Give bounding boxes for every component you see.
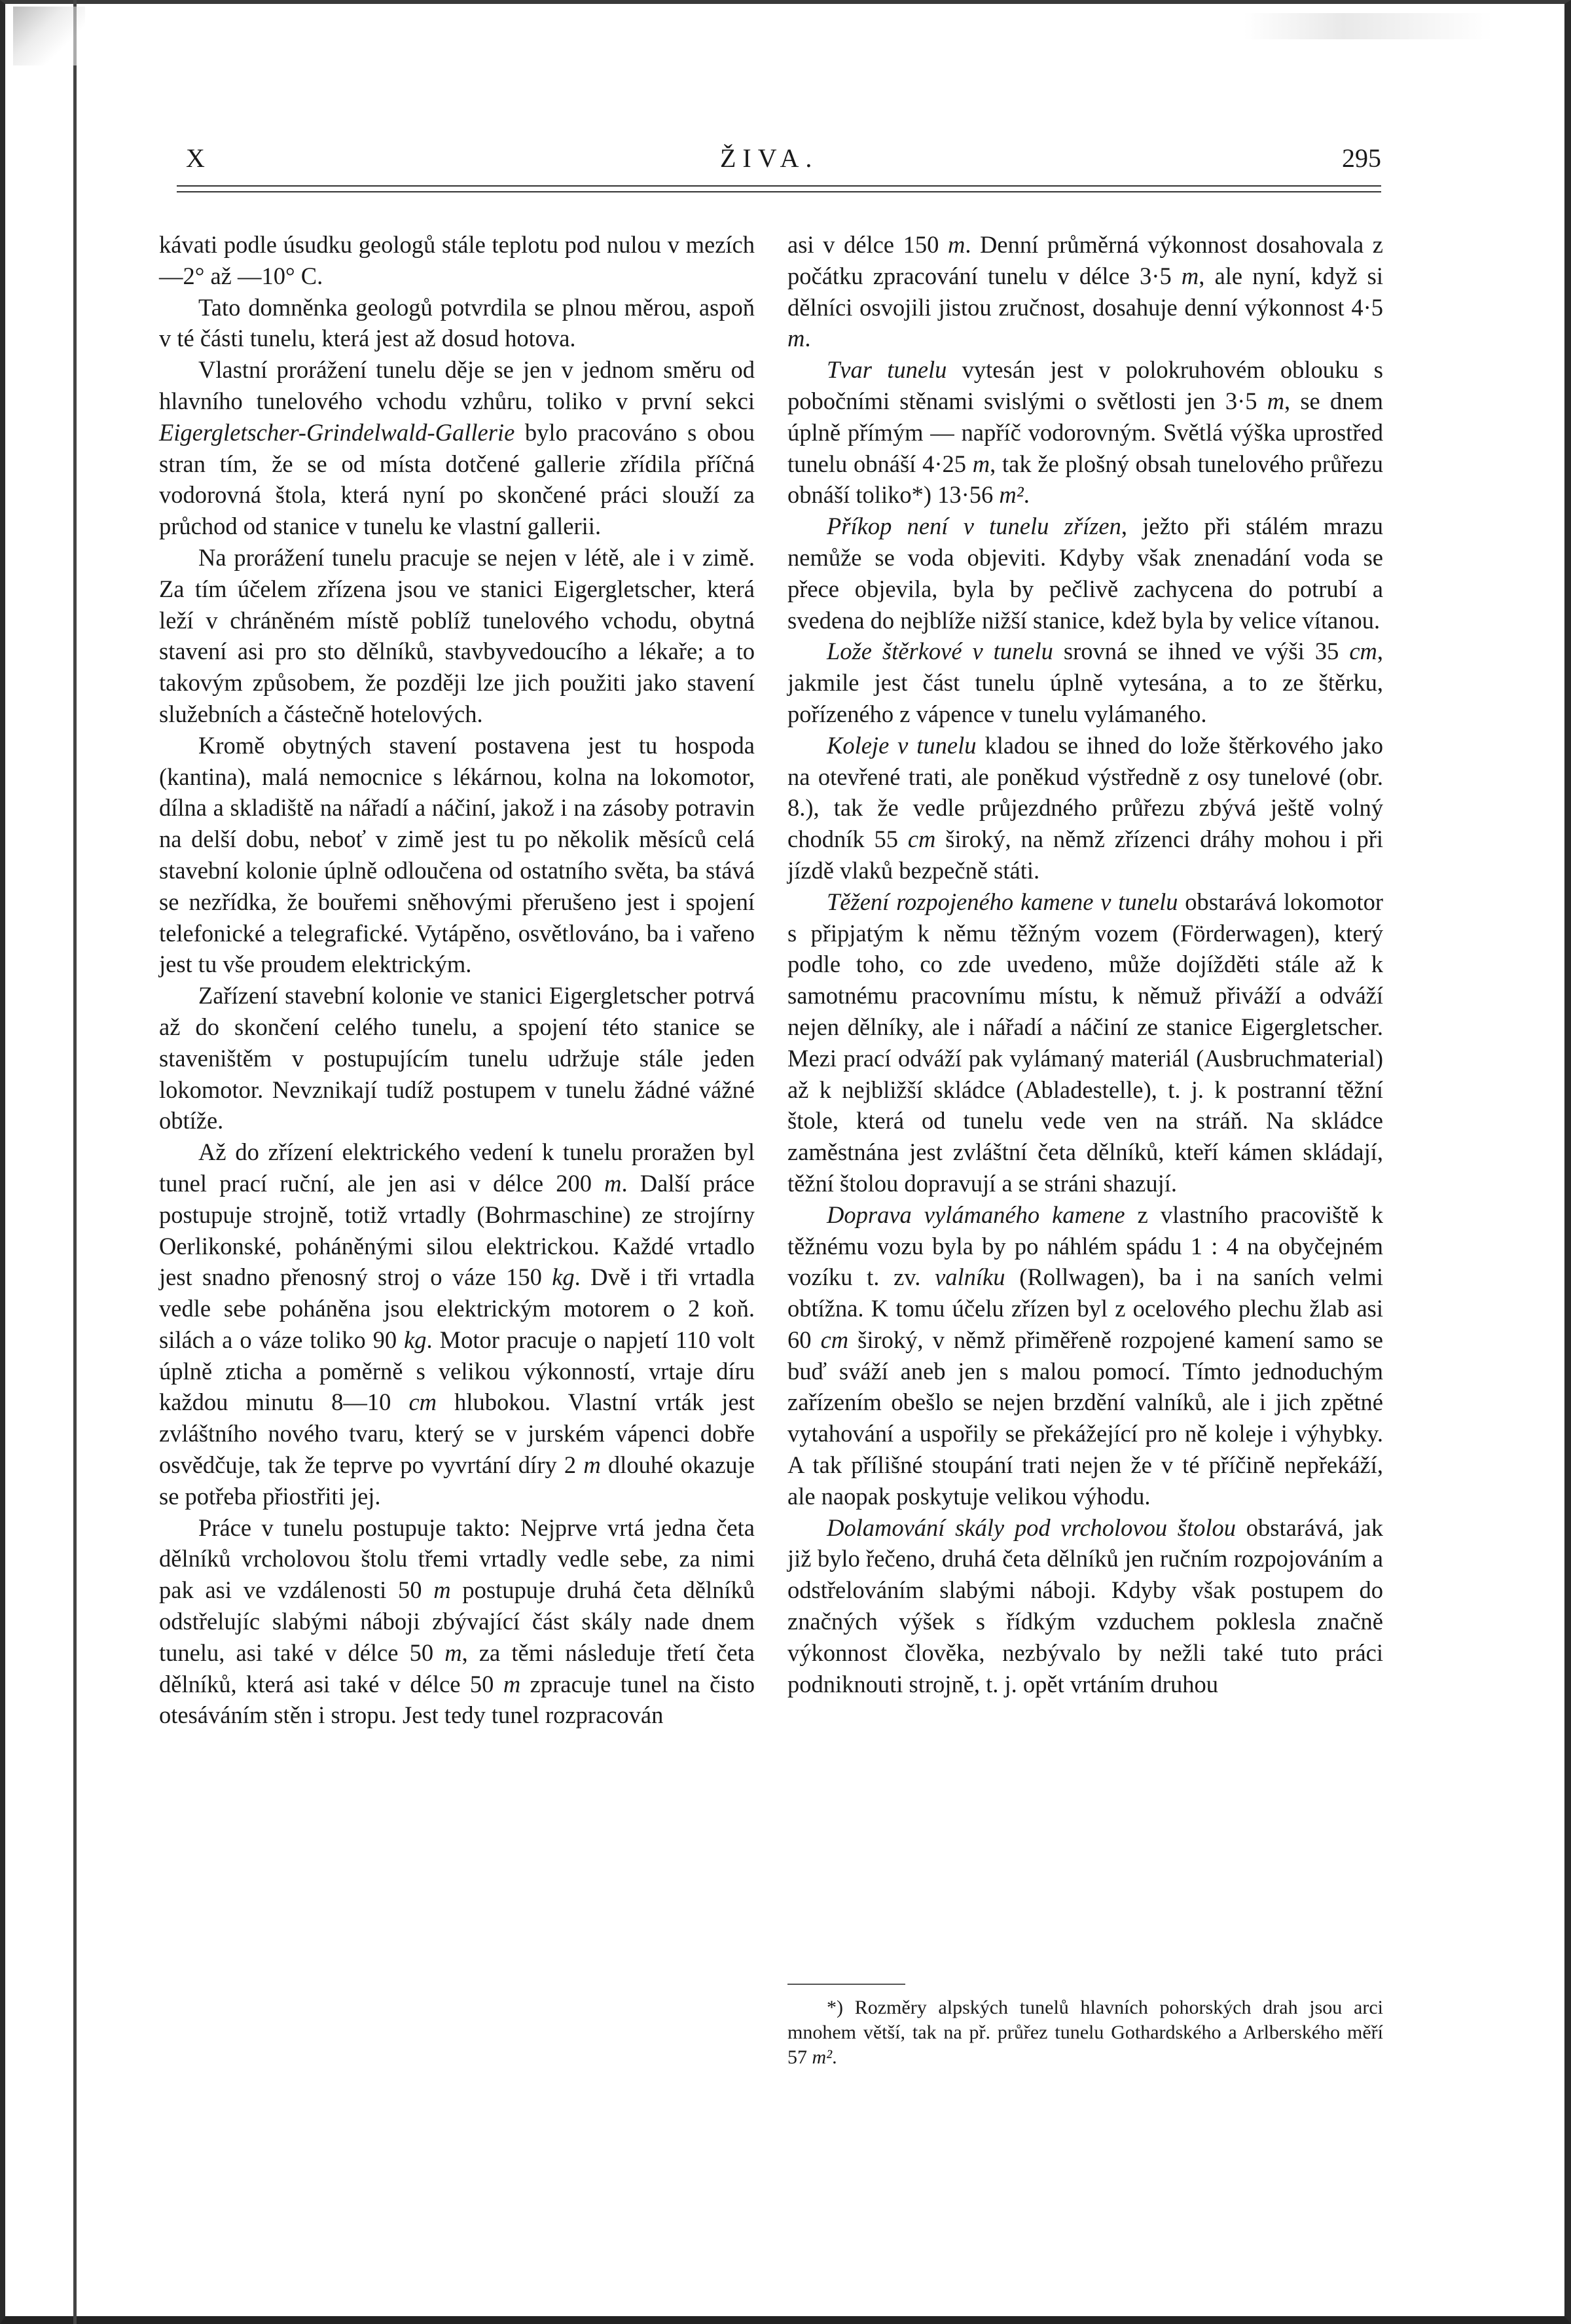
scan-corner-smudge bbox=[13, 7, 85, 65]
text-run: široký, v němž přiměřeně rozpojené kamení samo se buď sváží aneb jen s malou pomocí. Tímto jednoduchým zařízením obešlo se nejen brzdění valníků, ale i jich zpětné vytahování a uspořily se překážející pro ně koleje i výhybky. A tak přílišné stoupání trati nejen že v té příčině nepřekáží, ale naopak poskytuje velikou výhodu. bbox=[787, 1326, 1384, 1510]
running-header bbox=[177, 143, 1381, 182]
italic-text: Lože štěrkové v tunelu bbox=[827, 638, 1053, 665]
text-run: . Další práce postupuje strojně, totiž vrtadly (Bohrmaschine) ze strojírny Oerlikonské, poháněnými silou elektrickou. Každé vrtadlo jest snadno přenosný stroj o váze 150 bbox=[159, 1169, 755, 1291]
italic-text: Dolamování skály pod vrcholovou štolou bbox=[827, 1514, 1237, 1541]
text-run: obstarává, jak již bylo řečeno, druhá četa dělníků jen ručním rozpojováním a odstřelováním slabými náboji. Kdyby však postupem do značných výšek s řídkým vzduchem poklesla značně výkonnost člověka, nezbývalo by nežli také tuto práci podniknouti strojně, t. j. opět vrtáním druhou bbox=[787, 1514, 1383, 1698]
italic-text: m bbox=[1181, 262, 1199, 289]
text-run: . Motor pracuje o napjetí 110 volt úplně zticha a poměrně s velikou výkonností, vrtaje díru každou minutu 8—10 bbox=[159, 1326, 755, 1416]
text-run: (Rollwagen), ba i na saních velmi obtížna. K tomu účelu zřízen byl z ocelového plechu žlab asi 60 bbox=[787, 1263, 1384, 1353]
paragraph bbox=[159, 542, 755, 730]
italic-text: m² bbox=[999, 481, 1024, 509]
paragraph bbox=[159, 354, 755, 542]
paragraph bbox=[159, 292, 755, 355]
text-run: *) Rozměry alpských tunelů hlavních pohorských drah jsou arci mnohem větší, tak na př. průřez tunelu Gothardského a Arlberského měří 57 bbox=[787, 1997, 1383, 2068]
italic-text: m bbox=[444, 1639, 462, 1666]
italic-text: valníku bbox=[935, 1263, 1005, 1291]
italic-text: cm bbox=[1349, 638, 1377, 665]
text-run: , ježto při stálém mrazu nemůže se voda objeviti. Kdyby však znenadání voda se přece objevila, byla by pečlivě zachycena do potrubí a svedena do nejblíže nižší stanice, kdež byla by velice vítanou. bbox=[787, 513, 1383, 634]
right-column bbox=[787, 229, 1383, 1699]
scan-top-smudge bbox=[1244, 13, 1492, 39]
italic-text: Těžení rozpojeného kamene v tunelu bbox=[827, 888, 1178, 915]
paragraph bbox=[159, 980, 755, 1136]
italic-text: cm bbox=[820, 1326, 849, 1353]
volume-number: X bbox=[186, 143, 205, 173]
italic-text: Tvar tunelu bbox=[827, 356, 947, 384]
italic-text: m bbox=[972, 450, 990, 477]
text-run: . bbox=[804, 325, 811, 352]
text-run: Až do zřízení elektrického vedení k tunelu proražen byl tunel prací ruční, ale jen asi v délce 200 bbox=[159, 1138, 755, 1197]
text-run: Vlastní prorážení tunelu děje se jen v jednom směru od hlavního tunelového vchodu vzhůru, toliko v první sekci bbox=[159, 356, 755, 414]
footnote bbox=[787, 1995, 1383, 2070]
text-run: . Dvě i tři vrtadla vedle sebe poháněna jsou elektrickým motorem o 2 koň. silách a o váze toliko 90 bbox=[159, 1263, 755, 1353]
text-run: Zařízení stavební kolonie ve stanici Eigergletscher potrvá až do skončení celého tunelu, a spojení této stanice se staveništěm v postupujícím tunelu udržuje stále jeden lokomotor. Nevznikají tudíž postupem v tunelu žádné vážné obtíže. bbox=[159, 982, 755, 1135]
header-rule bbox=[177, 185, 1381, 192]
paragraph bbox=[787, 730, 1383, 886]
text-run: vytesán jest v polokruhovém oblouku s pobočními stěnami svislými o světlosti jen 3·5 bbox=[787, 356, 1383, 414]
italic-text: m bbox=[604, 1169, 622, 1197]
italic-text: m bbox=[583, 1451, 601, 1479]
text-run: bylo pracováno s obou stran tím, že se od místa dotčené gallerie zřídila příčná vodorovná štola, která nyní po skončené práci slouží za průchod od stanice v tunelu ke vlastní gallerii. bbox=[159, 418, 755, 540]
text-run: srovná se ihned ve výši 35 bbox=[1053, 638, 1350, 665]
paragraph bbox=[787, 886, 1383, 1199]
italic-text: kg bbox=[552, 1263, 575, 1291]
paragraph bbox=[159, 229, 755, 292]
journal-title: ŽIVA. bbox=[720, 143, 819, 173]
paragraph bbox=[159, 1512, 755, 1732]
text-run: . bbox=[1023, 481, 1030, 509]
paragraph bbox=[787, 1512, 1383, 1700]
paragraph bbox=[159, 730, 755, 980]
italic-text: m bbox=[947, 231, 966, 258]
paragraph bbox=[159, 1136, 755, 1512]
italic-text: m bbox=[787, 325, 805, 352]
italic-text: Koleje v tunelu bbox=[827, 731, 977, 759]
italic-text: Příkop není v tunelu zřízen bbox=[827, 513, 1121, 540]
paragraph bbox=[787, 636, 1383, 729]
text-run: postupuje druhá četa dělníků odstřelujíc slabými náboji zbývající část skály nade dnem tunelu, asi také v délce 50 bbox=[159, 1576, 755, 1666]
italic-text: Eigergletscher-Grindelwald-Gallerie bbox=[159, 418, 515, 446]
italic-text: m bbox=[1267, 387, 1285, 414]
text-run: z vlastního pracoviště k těžnému vozu byla by po náhlém spádu 1 : 4 na obyčejném vozíku t. zv. bbox=[787, 1201, 1383, 1291]
text-run: široký, na němž zřízenci dráhy mohou i při jízdě vlaků bezpečně státi. bbox=[787, 826, 1383, 884]
italic-text: m bbox=[503, 1670, 521, 1698]
italic-text: Doprava vylámaného kamene bbox=[827, 1201, 1125, 1228]
text-run: dlouhé okazuje se potřeba přiostřiti jej. bbox=[159, 1451, 755, 1510]
italic-text: m bbox=[433, 1576, 451, 1604]
text-run: , tak že plošný obsah tunelového průřezu obnáší toliko*) 13·56 bbox=[787, 450, 1383, 509]
paragraph bbox=[787, 511, 1383, 636]
text-run: kladou se ihned do lože štěrkového jako na otevřené trati, ale poněkud výstředně z osy tunelové (obr. 8.), tak že vedle průjezdného průřezu zbývá ještě volný chodník 55 bbox=[787, 731, 1383, 853]
text-run: asi v délce 150 bbox=[787, 231, 948, 258]
text-run: zpracuje tunel na čisto otesáváním stěn i stropu. Jest tedy tunel rozpracován bbox=[159, 1670, 755, 1729]
text-run: Kromě obytných stavení postavena jest tu hospoda (kantina), malá nemocnice s lékárnou, kolna na lokomotor, dílna a skladiště na nářadí a náčiní, jakož i na zásoby potravin na delší dobu, neboť v zimě jest tu po několik měsíců celá stavební kolonie úplně odloučena od ostatního světa, ba stává se nezřídka, že bouřemi sněhovými přerušeno jest i spojení telefonické a telegrafické. Vytápěno, osvětlováno, ba i vařeno jest tu vše proudem elektrickým. bbox=[159, 731, 755, 978]
italic-text: m² bbox=[812, 2046, 833, 2068]
text-run: Na prorážení tunelu pracuje se nejen v létě, ale i v zimě. Za tím účelem zřízena jsou ve stanici Eigergletscher, která leží v chráněném místě poblíž tunelového vchodu, obytná stavení asi pro sto dělníků, stavbyvedoucího a lékaře; a to takovým způsobem, že později lze jich použiti jako stavení služebních a částečně hotelových. bbox=[159, 543, 755, 727]
footnote-rule bbox=[787, 1984, 905, 1985]
text-run: , za těmi následuje třetí četa dělníků, která asi také v délce 50 bbox=[159, 1639, 755, 1698]
text-run: . bbox=[832, 2046, 837, 2068]
binding-edge bbox=[73, 0, 77, 2324]
text-run: Tato domněnka geologů potvrdila se plnou měrou, aspoň v té části tunelu, která jest až dosud hotova. bbox=[159, 293, 755, 352]
paragraph bbox=[787, 354, 1383, 511]
text-run: Práce v tunelu postupuje takto: Nejprve vrtá jedna četa dělníků vrcholovou štolu třemi vrtadly vedle sebe, za nimi pak asi ve vzdálenosti 50 bbox=[159, 1514, 755, 1604]
text-run: obstarává lokomotor s připjatým k němu těžným vozem (Förderwagen), který podle toho, co zde uvedeno, může dojížděti stále až k samotnému pracovnímu místu, k němuž přiváží a odváží nejen dělníky, ale i nářadí a náčiní ze stanice Eigergletscher. Mezi prací odváží pak vylámaný materiál (Ausbruchmaterial) až k nejbližší skládce (Abladestelle), t. j. k postranní těžní štole, která od tunelu vede ven na stráň. Na skládce zaměstnána jest zvláštní četa dělníků, kteří kámen skládají, těžní štolou dopravují a se stráni shazují. bbox=[787, 888, 1383, 1197]
text-run: , ale nyní, když si dělníci osvojili jistou zručnost, dosahuje denní výkonnost 4·5 bbox=[787, 262, 1383, 321]
text-run: , jakmile jest část tunelu úplně vytesána, a to ze štěrku, pořízeného z vápence v tunelu vylámaného. bbox=[787, 638, 1383, 727]
text-run: kávati podle úsudku geologů stále teplotu pod nulou v mezích —2° až —10° C. bbox=[159, 231, 755, 289]
page-number: 295 bbox=[1342, 143, 1381, 173]
italic-text: kg bbox=[404, 1326, 427, 1353]
paragraph bbox=[787, 229, 1383, 354]
text-run: , se dnem úplně přímým — napříč vodorovným. Světlá výška uprostřed tunelu obnáší 4·25 bbox=[787, 387, 1383, 477]
left-column bbox=[159, 229, 755, 1731]
text-run: . Denní průměrná výkonnost dosahovala z počátku zpracování tunelu v délce 3·5 bbox=[787, 231, 1383, 289]
italic-text: cm bbox=[408, 1389, 437, 1416]
italic-text: cm bbox=[907, 826, 936, 853]
paragraph bbox=[787, 1199, 1383, 1512]
text-run: hlubokou. Vlastní vrták jest zvláštního nového tvaru, který se v jurském vápenci dobře osvědčuje, tak že teprve po vyvrtání díry 2 bbox=[159, 1389, 755, 1479]
